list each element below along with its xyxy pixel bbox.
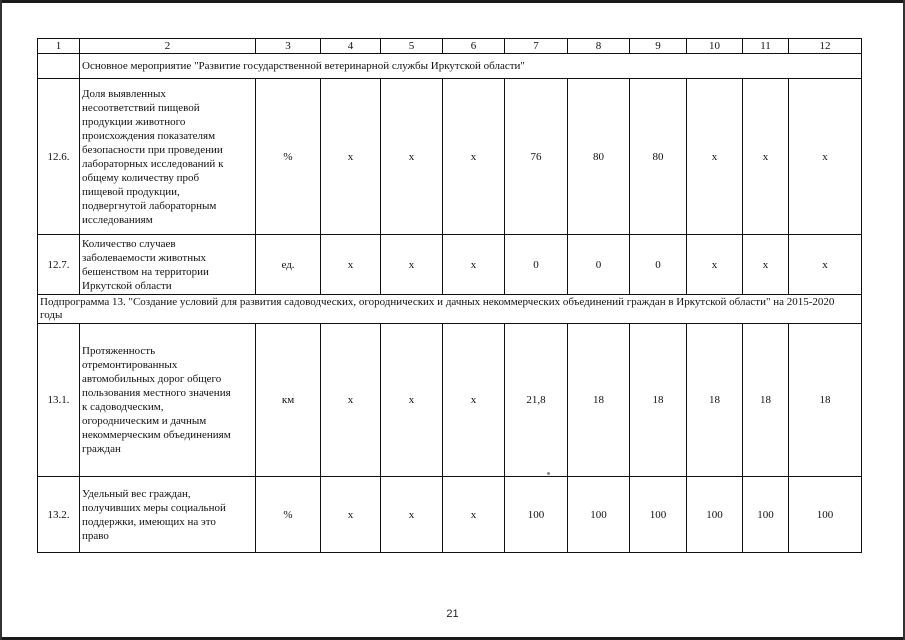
indicator-description xyxy=(80,324,256,477)
value-cell: x xyxy=(443,79,505,235)
value-cell: x xyxy=(743,79,789,235)
column-numbers-row xyxy=(38,39,862,54)
value-cell: 100 xyxy=(630,477,687,553)
table-row xyxy=(38,324,862,477)
col-num: 1 xyxy=(38,39,80,54)
value-cell: x xyxy=(321,324,381,477)
description-line: пользования местного значения xyxy=(82,387,231,399)
col-num: 8 xyxy=(568,39,630,54)
description-line: заболеваемости животных xyxy=(82,251,206,264)
description-line: несоответствий пищевой xyxy=(82,101,200,114)
table-row xyxy=(38,235,862,295)
value-cell: x xyxy=(743,235,789,295)
value-cell: x xyxy=(443,324,505,477)
value-cell: 18 xyxy=(743,324,789,477)
value-cell: 100 xyxy=(568,477,630,553)
row-number: 12.7. xyxy=(38,235,80,295)
description-line: право xyxy=(82,529,109,542)
value-cell: 18 xyxy=(789,324,862,477)
row-number: 12.6. xyxy=(38,79,80,235)
value-cell: x xyxy=(381,477,443,553)
description-line: автомобильных дорог общего xyxy=(82,373,222,385)
value-cell: x xyxy=(687,235,743,295)
value-cell: x xyxy=(321,235,381,295)
col-num: 9 xyxy=(630,39,687,54)
section-title: Подпрограмма 13. "Создание условий для развития садоводческих, огороднических и дачных некоммерческих объединений граждан в Иркутской области" на 2015-2020 годы xyxy=(38,295,862,324)
row-number: 13.2. xyxy=(38,477,80,553)
value-cell: 76 xyxy=(505,79,568,235)
col-num: 11 xyxy=(743,39,789,54)
value-cell: 80 xyxy=(568,79,630,235)
section-row-subprogram xyxy=(38,295,862,324)
table-row xyxy=(38,477,862,553)
blank-cell xyxy=(38,54,80,79)
description-line: отремонтированных xyxy=(82,359,178,371)
indicator-description xyxy=(80,477,256,553)
value-cell: x xyxy=(381,235,443,295)
col-num: 5 xyxy=(381,39,443,54)
value-cell: 100 xyxy=(687,477,743,553)
indicator-description xyxy=(80,79,256,235)
description-line: общему количеству проб xyxy=(82,171,200,184)
value-cell: 18 xyxy=(630,324,687,477)
value-cell: x xyxy=(687,79,743,235)
unit-cell: % xyxy=(256,477,321,553)
value-cell: 0 xyxy=(568,235,630,295)
value-cell: 0 xyxy=(505,235,568,295)
value-cell: x xyxy=(789,79,862,235)
value-cell: 100 xyxy=(505,477,568,553)
description-line: подвергнутой лабораторным xyxy=(82,199,217,212)
scan-edge-left xyxy=(0,0,2,640)
description-line: пищевой продукции, xyxy=(82,185,180,198)
indicators-table xyxy=(37,38,862,553)
page-number: 21 xyxy=(446,608,459,620)
unit-cell: км xyxy=(256,324,321,477)
description-line: Количество случаев xyxy=(82,237,176,250)
description-line: бешенством на территории xyxy=(82,265,209,278)
row-number: 13.1. xyxy=(38,324,80,477)
description-line: исследованиям xyxy=(82,213,153,226)
rows-group-b xyxy=(38,324,862,553)
value-cell: 80 xyxy=(630,79,687,235)
description-line: Иркутской области xyxy=(82,279,172,292)
value-cell: 18 xyxy=(568,324,630,477)
col-num: 7 xyxy=(505,39,568,54)
description-line: граждан xyxy=(82,443,121,455)
description-line: безопасности при проведении xyxy=(82,143,223,156)
description-line: Протяженность xyxy=(82,345,156,357)
value-cell: x xyxy=(321,477,381,553)
description-line: Удельный вес граждан, xyxy=(82,487,191,500)
value-cell: 18 xyxy=(687,324,743,477)
scan-edge-top xyxy=(0,0,905,3)
col-num: 2 xyxy=(80,39,256,54)
description-line: некоммерческим объединениям xyxy=(82,429,231,441)
value-cell: x xyxy=(789,235,862,295)
description-line: получивших меры социальной xyxy=(82,501,226,514)
scan-speck xyxy=(547,472,550,475)
section-row-main-event xyxy=(38,54,862,79)
unit-cell: ед. xyxy=(256,235,321,295)
col-num: 10 xyxy=(687,39,743,54)
rows-group-a xyxy=(38,79,862,295)
table-row xyxy=(38,79,862,235)
value-cell: 100 xyxy=(743,477,789,553)
description-line: поддержки, имеющих на это xyxy=(82,515,216,528)
description-line: происхождения показателям xyxy=(82,129,216,142)
description-line: огородническим и дачным xyxy=(82,415,207,427)
col-num: 3 xyxy=(256,39,321,54)
description-line: к садоводческим, xyxy=(82,401,164,413)
col-num: 6 xyxy=(443,39,505,54)
unit-cell: % xyxy=(256,79,321,235)
col-num: 12 xyxy=(789,39,862,54)
value-cell: 100 xyxy=(789,477,862,553)
value-cell: x xyxy=(321,79,381,235)
description-line: Доля выявленных xyxy=(82,87,166,100)
value-cell: x xyxy=(443,477,505,553)
value-cell: x xyxy=(381,79,443,235)
value-cell: x xyxy=(381,324,443,477)
description-line: продукции животного xyxy=(82,115,186,128)
section-title: Основное мероприятие "Развитие государственной ветеринарной службы Иркутской области" xyxy=(80,54,862,79)
description-line: лабораторных исследований к xyxy=(82,157,224,170)
col-num: 4 xyxy=(321,39,381,54)
value-cell: 21,8 xyxy=(505,324,568,477)
value-cell: 0 xyxy=(630,235,687,295)
indicator-description xyxy=(80,235,256,295)
value-cell: x xyxy=(443,235,505,295)
